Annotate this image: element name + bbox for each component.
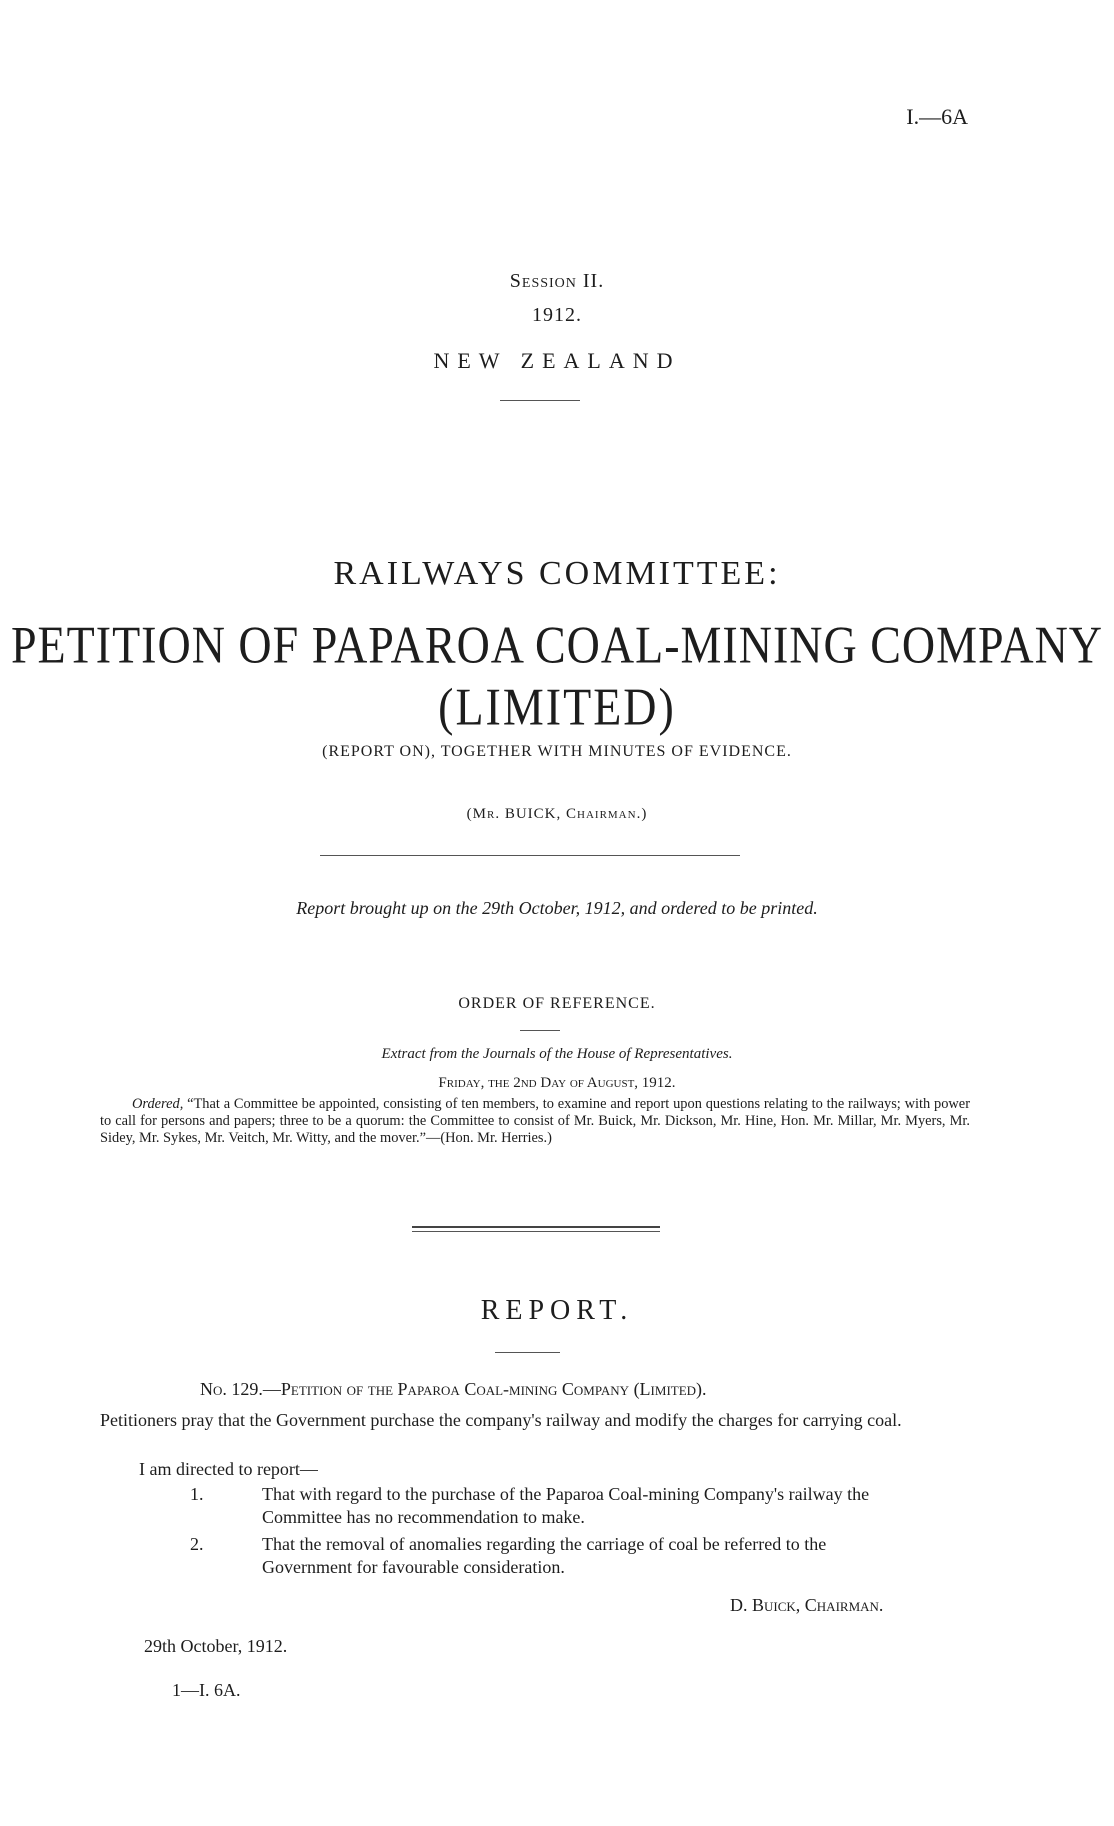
session-label: Session II.	[509, 270, 605, 292]
journal-extract: Extract from the Journals of the House of Representatives.	[381, 1046, 733, 1062]
country-name: NEW ZEALAND	[433, 348, 681, 373]
order-body: “That a Committee be appointed, consisting of ten members, to examine and report upon questions relating to the railways; with power to call for persons and papers; three to be a quorum: the Committee to consist of Mr. Buick, Mr. Dickson, Mr. Hine, Hon. Mr. Millar, Mr. Myers, Mr. Sidey, Mr. Sykes, Mr. Veitch, Mr. Witty, and the mover.”—(Hon. Mr. Herries.)	[100, 1096, 970, 1146]
divider	[500, 400, 580, 401]
petitioners-paragraph: Petitioners pray that the Government purchase the company's railway and modify the charges for carrying coal.	[100, 1410, 902, 1430]
chairman-note: (Mr. BUICK, Chairman.)	[466, 806, 648, 822]
divider	[520, 1030, 560, 1031]
divider	[320, 855, 740, 856]
committee-title: RAILWAYS COMMITTEE:	[333, 555, 781, 592]
item-text-continued: Government for favourable consideration.	[262, 1557, 565, 1577]
report-date: 29th October, 1912.	[144, 1636, 288, 1656]
report-heading: REPORT.	[480, 1295, 634, 1326]
divider	[412, 1226, 660, 1228]
document-reference: I.—6A	[906, 104, 968, 129]
session-year: 1912.	[532, 304, 582, 326]
signature: D. Buick, Chairman.	[730, 1595, 884, 1615]
item-text: That the removal of anomalies regarding the carriage of coal be referred to the	[262, 1534, 827, 1554]
report-subtitle: (REPORT ON), TOGETHER WITH MINUTES OF EVIDENCE.	[322, 743, 792, 760]
petition-item-title: No. 129.—Petition of the Paparoa Coal-mining Company (Limited).	[200, 1379, 707, 1399]
divider	[412, 1231, 660, 1232]
item-number: 1.	[190, 1484, 204, 1504]
petition-title: PETITION OF PAPAROA COAL-MINING COMPANY	[10, 615, 1104, 674]
petition-title-limited: (LIMITED)	[438, 677, 676, 736]
order-heading: ORDER OF REFERENCE.	[458, 995, 656, 1012]
item-text: That with regard to the purchase of the Paparoa Coal-mining Company's railway the	[262, 1484, 870, 1504]
report-item	[190, 1533, 966, 1579]
ordered-label: Ordered,	[132, 1096, 184, 1112]
item-number: 2.	[190, 1534, 204, 1554]
item-text-continued: Committee has no recommendation to make.	[262, 1507, 585, 1527]
divider	[495, 1352, 560, 1353]
directed-line: I am directed to report—	[139, 1459, 318, 1479]
order-text	[100, 1096, 970, 1147]
order-date: Friday, the 2nd Day of August, 1912.	[438, 1075, 676, 1091]
printed-note: Report brought up on the 29th October, 1912, and ordered to be printed.	[296, 898, 818, 918]
report-item	[190, 1483, 966, 1529]
page-reference: 1—I. 6A.	[172, 1680, 241, 1700]
